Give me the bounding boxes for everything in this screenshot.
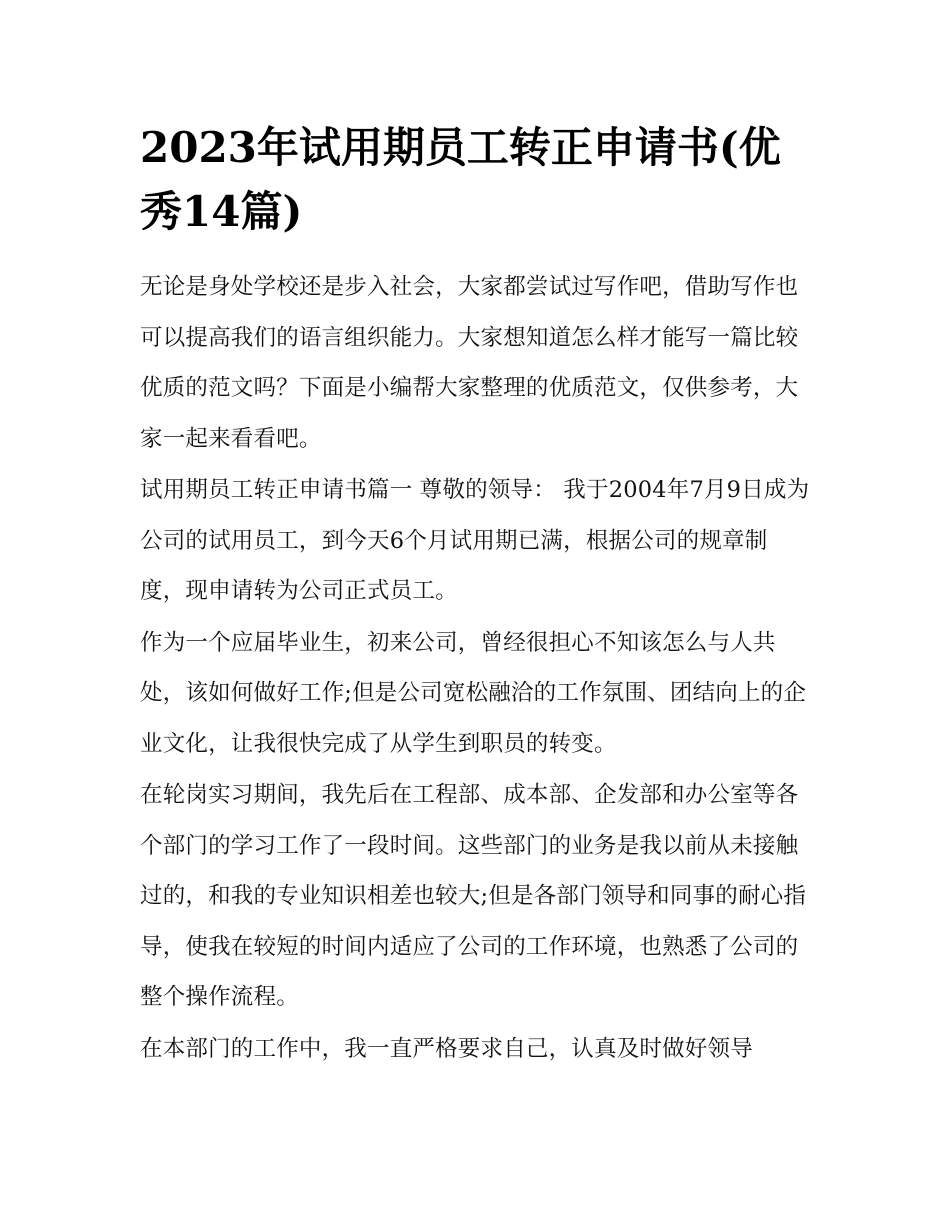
document-title: 2023年试用期员工转正申请书(优秀14篇) <box>140 123 781 236</box>
paragraph-application: 试用期员工转正申请书篇一 尊敬的领导： 我于2004年7月9日成为公司的试用员工，到今天6个月试用期已满，根据公司的规章制度，现申请转为公司正式员工。 <box>140 477 810 604</box>
paragraph-department-work: 在本部门的工作中，我一直严格要求自己，认真及时做好领导 <box>140 1035 753 1062</box>
paragraph-intro: 无论是身处学校还是步入社会，大家都尝试过写作吧，借助写作也可以提高我们的语言组织能力。大家想知道怎么样才能写一篇比较优质的范文吗？下面是小编帮大家整理的优质范文，仅供参考，大家一起来看看吧。 <box>140 274 799 452</box>
paragraph-rotation: 在轮岗实习期间，我先后在工程部、成本部、企发部和办公室等各个部门的学习工作了一段时间。这些部门的业务是我以前从未接触过的，和我的专业知识相差也较大;但是各部门领导和同事的耐心指导，使我在较短的时间内适应了公司的工作环境，也熟悉了公司的整个操作流程。 <box>140 782 807 1010</box>
document-content <box>140 116 812 1075</box>
paragraph-adaptation: 作为一个应届毕业生，初来公司，曾经很担心不知该怎么与人共处，该如何做好工作;但是公司宽松融洽的工作氛围、团结向上的企业文化，让我很快完成了从学生到职员的转变。 <box>140 629 807 757</box>
